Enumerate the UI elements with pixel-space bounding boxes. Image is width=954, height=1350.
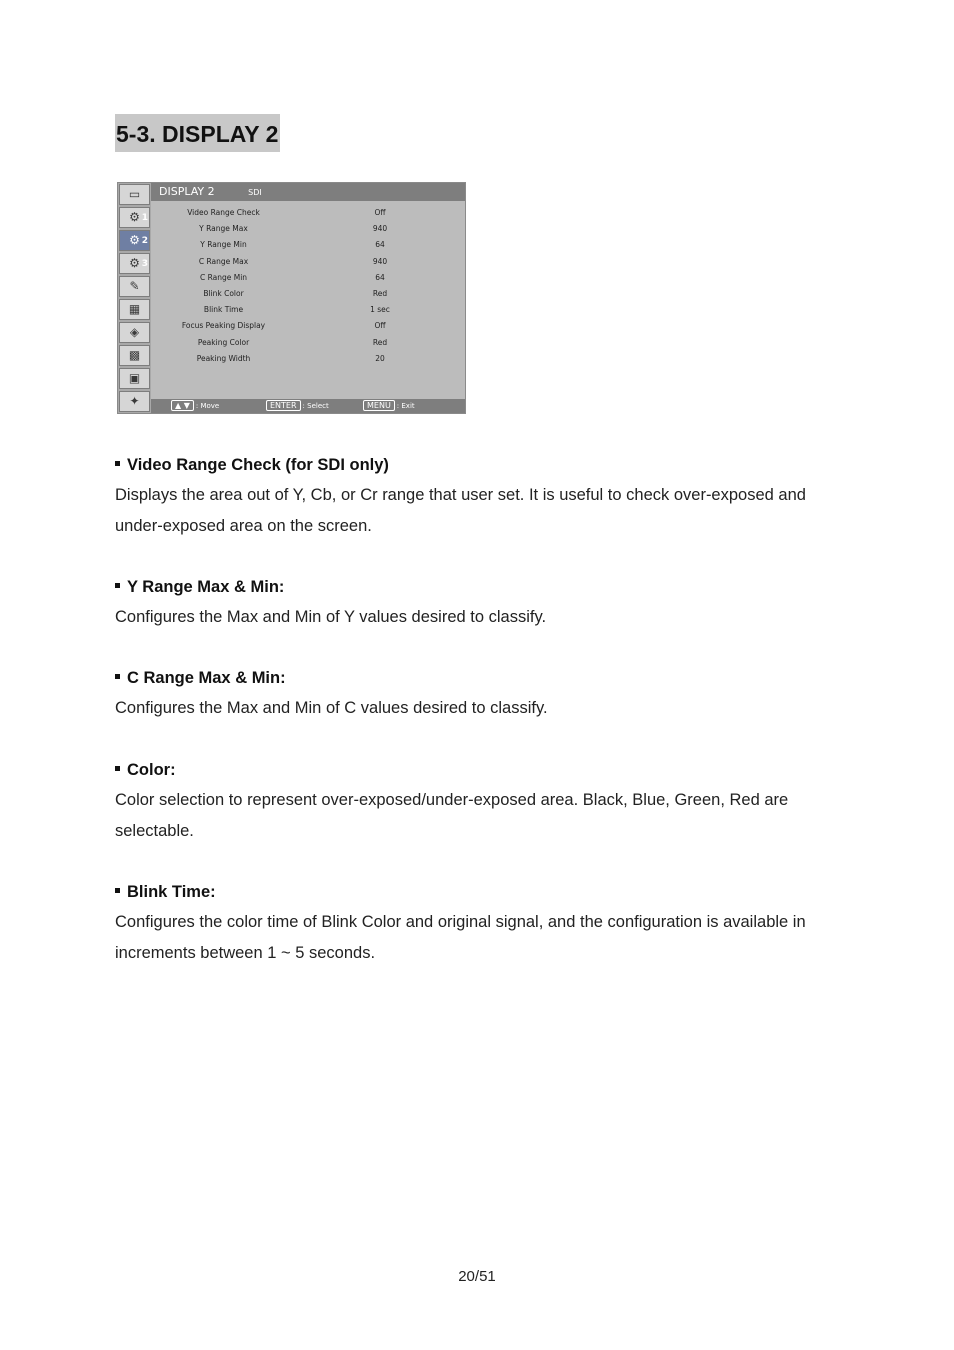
osd-title: DISPLAY 2: [159, 185, 215, 198]
section-body: Configures the color time of Blink Color and original signal, and the configuration is available in increments between 1 ~ 5 seconds.: [115, 913, 806, 962]
osd-row: Y Range Max 940: [199, 224, 388, 234]
page-number: 20/51: [458, 1268, 496, 1285]
osd-row: C Range Max 940: [198, 256, 388, 266]
osd-tab-picture-icon: ▭: [119, 184, 150, 205]
bullet-icon: [115, 583, 120, 588]
section-body: Configures the Max and Min of C values desired to classify.: [115, 699, 548, 717]
bullet-icon: [115, 766, 120, 771]
osd-title-bar: [151, 183, 465, 201]
osd-tab-info-icon: ✦: [119, 391, 150, 412]
osd-move-hint: ▲ ▼ : Move: [171, 399, 219, 413]
osd-menu-screenshot: [117, 182, 466, 414]
osd-tab-system-icon: ▣: [119, 368, 150, 389]
osd-row: Peaking Width 20: [196, 353, 385, 363]
osd-row: Focus Peaking Display Off: [181, 321, 386, 331]
osd-tab-marker-icon: ▦: [119, 299, 150, 320]
bullet-icon: [115, 461, 120, 466]
section-body: Color selection to represent over-exposed/under-exposed area. Black, Blue, Green, Red are selectable.: [115, 791, 789, 840]
bullet-icon: [115, 888, 120, 893]
osd-tab-audio-icon: ◈: [119, 322, 150, 343]
bullet-icon: [115, 674, 120, 679]
section-title: Video Range Check (for SDI only): [115, 455, 389, 475]
osd-subtitle: SDI: [248, 188, 262, 197]
osd-row: Video Range Check Off: [187, 208, 386, 217]
osd-tab-display1-icon: ⚙ 1: [119, 207, 150, 228]
osd-tab-display2-icon: ⚙ 2: [119, 230, 150, 251]
osd-sidebar: [118, 183, 151, 413]
osd-tab-tools-icon: ✎: [119, 276, 150, 297]
section-title: C Range Max & Min:: [115, 668, 286, 688]
section-title: Color:: [115, 760, 176, 780]
osd-row: Blink Time 1 sec: [203, 305, 390, 315]
page-heading: 5-3. DISPLAY 2: [115, 114, 280, 152]
section-title: Y Range Max & Min:: [115, 577, 284, 597]
osd-row: C Range Min 64: [199, 272, 385, 282]
osd-settings-list: [151, 205, 465, 367]
osd-exit-hint: MENU : Exit: [363, 399, 415, 413]
osd-row: Peaking Color Red: [197, 337, 388, 347]
section-body: Configures the Max and Min of Y values desired to classify.: [115, 608, 547, 626]
section-title: Blink Time:: [115, 882, 216, 902]
osd-tab-keypad-icon: ▩: [119, 345, 150, 366]
osd-select-hint: ENTER : Select: [266, 399, 329, 413]
osd-tab-display3-icon: ⚙ 3: [119, 253, 150, 274]
section-body: Displays the area out of Y, Cb, or Cr range that user set. It is useful to check over-exposed and under-exposed area on the screen.: [115, 486, 806, 535]
osd-row: Y Range Min 64: [200, 240, 385, 250]
osd-footer: [151, 399, 465, 413]
osd-row: Blink Color Red: [203, 288, 388, 298]
